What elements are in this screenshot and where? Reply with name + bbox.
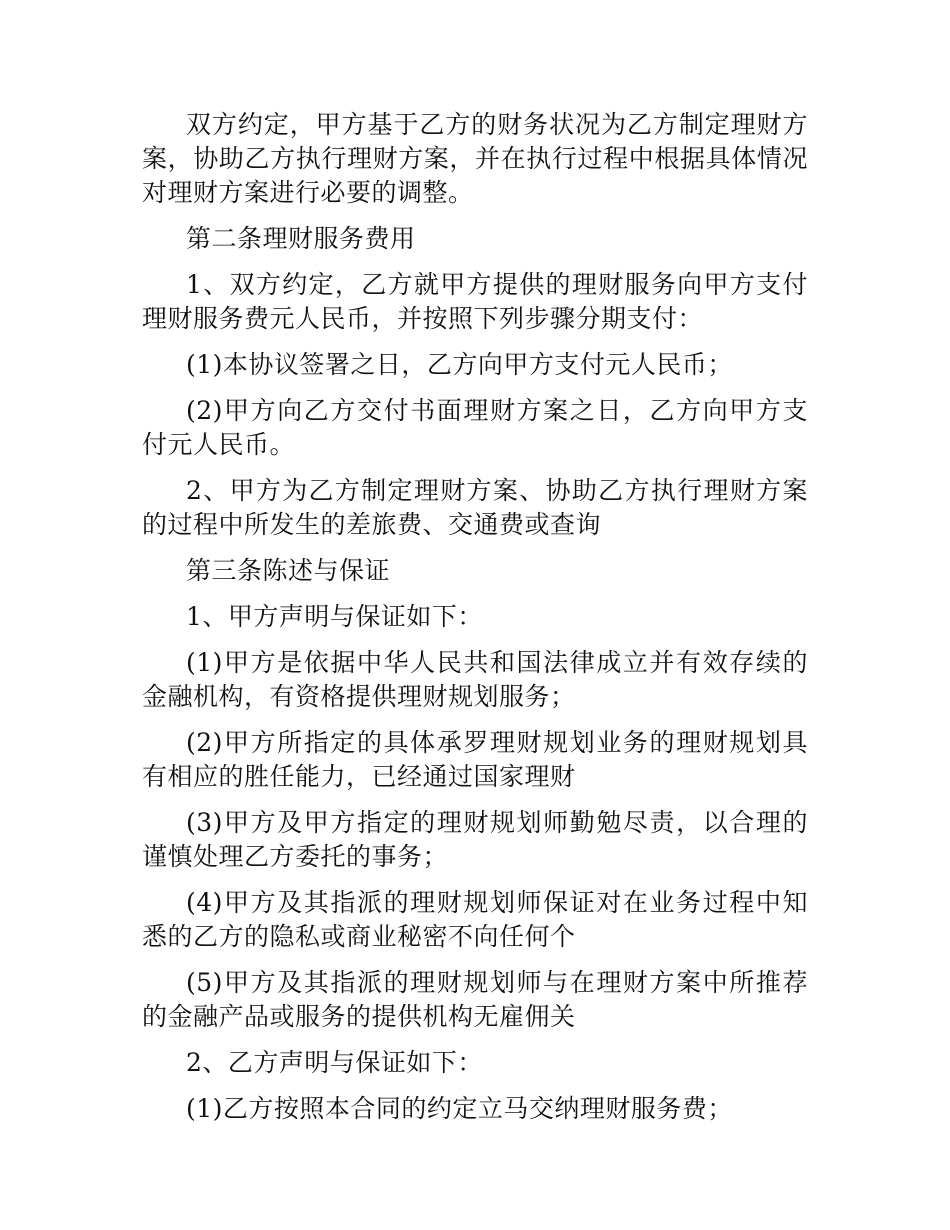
- paragraph-party-a-item-4: (4)甲方及其指派的理财规划师保证对在业务过程中知悉的乙方的隐私或商业秘密不向任何个: [142, 888, 808, 951]
- paragraph-party-a-declaration: 1、甲方声明与保证如下：: [186, 602, 483, 631]
- paragraph-party-a-item-1: (1)甲方是依据中华人民共和国法律成立并有效存续的金融机构，有资格提供理财规划服务；: [142, 648, 808, 711]
- paragraph-fee-step-1: (1)本协议签署之日，乙方向甲方支付元人民币；: [186, 350, 733, 379]
- paragraph-party-a-item-3: (3)甲方及甲方指定的理财规划师勤勉尽责，以合理的谨慎处理乙方委托的事务；: [142, 808, 808, 871]
- paragraph-party-a-item-2: (2)甲方所指定的具体承罗理财规划业务的理财规划具有相应的胜任能力，已经通过国家理财: [142, 728, 808, 791]
- paragraph-fee-step-2: (2)甲方向乙方交付书面理财方案之日，乙方向甲方支付元人民币。: [142, 396, 808, 459]
- paragraph-party-a-item-5: (5)甲方及其指派的理财规划师与在理财方案中所推荐的金融产品或服务的提供机构无雇佣关: [142, 968, 808, 1031]
- section-heading-fees: 第二条理财服务费用: [186, 224, 416, 253]
- paragraph-party-b-declaration: 2、乙方声明与保证如下：: [186, 1048, 483, 1077]
- section-heading-representations: 第三条陈述与保证: [186, 556, 391, 585]
- paragraph-expenses: 2、甲方为乙方制定理财方案、协助乙方执行理财方案的过程中所发生的差旅费、交通费或查询: [142, 476, 808, 539]
- paragraph-agreement-intro: 双方约定，甲方基于乙方的财务状况为乙方制定理财方案，协助乙方执行理财方案，并在执行过程中根据具体情况对理财方案进行必要的调整。: [142, 110, 808, 207]
- paragraph-party-b-item-1: (1)乙方按照本合同的约定立马交纳理财服务费；: [186, 1094, 733, 1123]
- paragraph-fee-amount: 1、双方约定，乙方就甲方提供的理财服务向甲方支付理财服务费元人民币，并按照下列步骤分期支付：: [142, 270, 808, 333]
- document-body: [142, 108, 808, 1138]
